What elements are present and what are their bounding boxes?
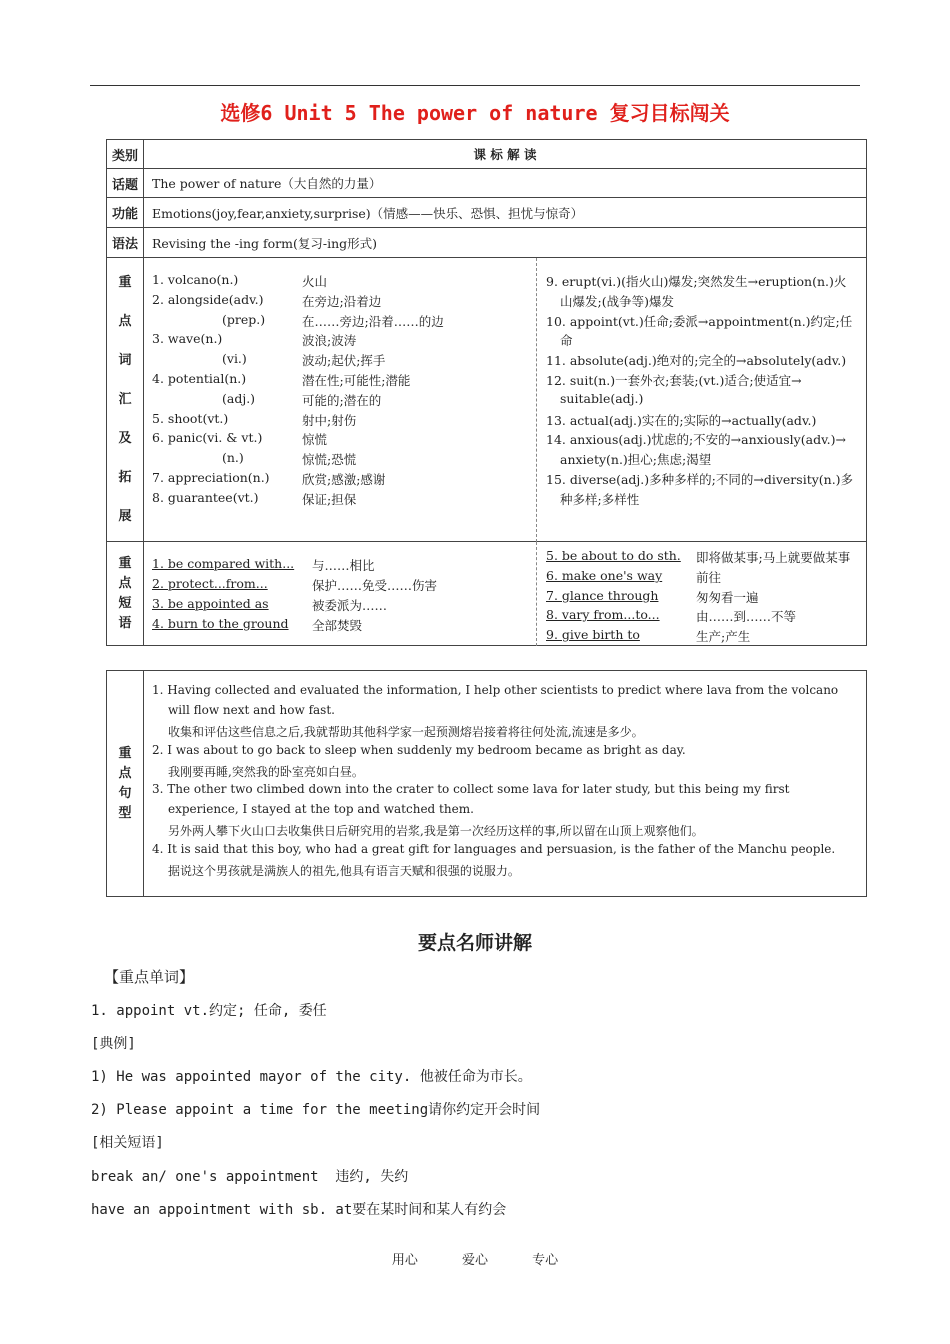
category-char: 词 [118,353,132,368]
vocab-meaning: 在旁边;沿着边 [302,293,382,309]
vocab-line: suitable(adj.) [560,390,644,406]
vocab-term: 1. volcano(n.) [152,272,239,287]
phrases-cell [144,542,867,646]
sentence-line: experience, I stayed at the top and watched them. [168,802,474,817]
vocab-item [152,411,492,431]
phrase-term: 1. be compared with... [152,556,295,571]
vocab-term: (adj.) [222,390,256,406]
vocab-item [152,292,492,312]
sentence-line: 4. It is said that this boy, who had a great gift for languages and persuasion, is the father of the Manchu people. [152,842,836,857]
sentence-line: 收集和评估这些信息之后,我就帮助其他科学家一起预测熔岩接着将往何处流,流速是多少。 [168,724,644,739]
vocab-item [152,450,492,470]
function-category: 功能 [107,198,144,228]
category-char: 重 [118,745,132,761]
category-char: 短 [118,595,132,611]
vocab-meaning: 保证;担保 [302,491,357,507]
phrase-term: 9. give birth to [546,627,640,643]
category-char: 汇 [118,392,132,407]
grammar-category: 语法 [107,228,144,258]
category-char: 重 [118,275,132,290]
header-content: 课 标 解 读 [144,140,867,169]
vocab-term: (prep.) [222,311,266,327]
example-2: 2) Please appoint a time for the meeting请你约定开会时间 [91,1102,541,1118]
phrases-left-list [152,556,512,636]
footer-item: 用心 [391,1253,418,1268]
phrases-right-list [546,548,898,647]
sentence-line: 3. The other two climbed down into the crater to collect some lava for later study, but this being my first [152,782,790,797]
example-label: [典例] [91,1036,136,1052]
topic-category: 话题 [107,169,144,198]
vocab-category [107,258,144,542]
vocab-item [152,470,492,490]
category-char: 展 [118,509,132,524]
footer [0,1249,950,1268]
example-1: 1) He was appointed mayor of the city. 他被任命为市长。 [91,1069,532,1085]
sentence-line: 1. Having collected and evaluated the information, I help other scientists to predict where lava from the volcano [152,683,839,697]
phrase-term: 2. protect...from... [152,576,268,591]
topic-text: The power of nature（大自然的力量） [144,169,867,198]
phrase-item [546,588,898,608]
vocab-term: 7. appreciation(n.) [152,469,270,485]
sentences-category [107,671,144,897]
phrase-meaning: 前往 [696,569,722,585]
page-title: 选修6 Unit 5 The power of nature 复习目标闯关 [220,101,730,125]
vocab-line: 命 [560,333,573,349]
sentence-line: 另外两人攀下火山口去收集供日后研究用的岩浆,我是第一次经历这样的事,所以留在山顶上观察他们。 [168,824,704,839]
vocab-meaning: 射中;射伤 [302,412,357,428]
phrases-label: [相关短语] [91,1135,164,1151]
phrase-item [546,548,898,568]
vocab-term: 4. potential(n.) [152,370,247,386]
vocab-line: 10. appoint(vt.)任命;委派→appointment(n.)约定;任 [546,313,853,329]
sentences-cell [144,671,867,897]
word-entry: 1. appoint vt.约定; 任命, 委任 [91,1003,327,1019]
phrase-item [546,607,898,627]
phrases-divider [536,542,537,646]
vocab-line: 11. absolute(adj.)绝对的;完全的→absolutely(adv.) [546,353,847,369]
vocab-line: 种多样;多样性 [560,491,640,507]
category-char: 点 [118,314,132,329]
category-char: 拓 [118,470,132,485]
phrase-meaning: 匆匆看一遍 [696,589,759,605]
phrase-meaning: 生产;产生 [696,629,751,645]
vocab-cell [144,258,867,542]
phrase-item [546,568,898,588]
vocab-item [152,351,492,371]
category-char: 句 [118,785,132,801]
phrase-term: 6. make one's way [546,567,663,583]
sentence-line: 2. I was about to go back to sleep when suddenly my bedroom became as bright as day. [152,742,686,757]
header-category: 类别 [107,140,144,169]
vocab-item [152,391,492,411]
vocab-item [152,272,492,292]
vocab-divider [536,258,537,542]
vocab-meaning: 波动;起伏;挥手 [302,353,386,369]
function-text: Emotions(joy,fear,anxiety,surprise)（情感——快乐、恐惧、担忧与惊奇） [144,198,867,228]
vocab-meaning: 潜在性;可能性;潜能 [302,372,411,388]
vocab-meaning: 在……旁边;沿着……的边 [302,313,444,329]
phrase-term: 3. be appointed as [152,596,269,611]
sentence-table [106,670,867,897]
vocab-meaning: 火山 [302,274,328,289]
vocab-item [152,490,492,510]
phrase-2: have an appointment with sb. at要在某时间和某人有约会 [91,1202,507,1218]
vocab-term: 8. guarantee(vt.) [152,489,259,505]
vocab-meaning: 欣赏;感激;感谢 [302,471,386,487]
footer-item: 专心 [532,1253,559,1268]
vocab-item [152,312,492,332]
phrases-category [107,542,144,646]
grammar-text: Revising the -ing form(复习-ing形式) [144,228,867,258]
phrase-item [546,627,898,647]
key-words-section: 【重点单词】 [104,968,195,986]
phrase-meaning: 保护……免受……伤害 [312,578,438,593]
vocab-item [152,430,492,450]
explain-heading: 要点名师讲解 [417,932,532,954]
vocab-right-list [546,272,898,510]
vocab-line: anxiety(n.)担心;焦虑;渴望 [560,452,712,468]
phrase-meaning: 由……到……不等 [696,609,797,625]
phrases-category-label [107,554,143,634]
phrase-meaning: 全部焚毁 [312,618,363,633]
category-char: 重 [118,555,132,571]
vocab-left-list [152,272,492,510]
vocab-term: 3. wave(n.) [152,331,223,347]
top-rule [90,85,860,86]
vocab-line: 13. actual(adj.)实在的;实际的→actually(adv.) [546,412,817,428]
vocab-line: 15. diverse(adj.)多种多样的;不同的→diversity(n.)多 [546,471,854,487]
category-char: 及 [118,431,132,446]
review-table [106,139,867,646]
category-char: 点 [118,575,132,591]
phrase-item [152,556,512,576]
phrase-1: break an/ one's appointment 违约, 失约 [91,1169,409,1185]
phrase-term: 4. burn to the ground [152,616,289,631]
vocab-item [152,331,492,351]
phrase-item [152,576,512,596]
vocab-term: 5. shoot(vt.) [152,410,229,426]
category-char: 型 [118,805,132,821]
vocab-term: 2. alongside(adv.) [152,291,264,307]
category-char: 语 [118,615,132,631]
phrase-meaning: 被委派为…… [312,598,388,613]
vocab-meaning: 惊慌;恐慌 [302,452,357,468]
vocab-line: 14. anxious(adj.)忧虑的;不安的→anxiously(adv.)→ [546,432,846,448]
vocab-category-label [107,263,143,536]
phrase-meaning: 即将做某事;马上就要做某事 [696,550,851,565]
footer-item: 爱心 [461,1253,488,1268]
sentence-line: will flow next and how fast. [168,702,335,717]
phrase-item [152,596,512,616]
vocab-line: 9. erupt(vi.)(指火山)爆发;突然发生→eruption(n.)火 [546,274,847,289]
sentence-line: 据说这个男孩就是满族人的祖先,他具有语言天赋和很强的说服力。 [168,864,520,879]
phrase-meaning: 与……相比 [312,558,375,573]
phrase-term: 7. glance through [546,587,659,603]
vocab-term: 6. panic(vi. & vt.) [152,430,263,446]
vocab-meaning: 波浪;波涛 [302,333,357,349]
phrase-term: 8. vary from...to... [546,607,660,623]
category-char: 点 [118,765,132,781]
vocab-line: 山爆发;(战争等)爆发 [560,293,674,309]
vocab-term: (n.) [222,450,244,466]
vocab-meaning: 惊慌 [302,432,328,448]
vocab-item [152,371,492,391]
vocab-term: (vi.) [222,351,247,367]
phrase-item [152,616,512,636]
vocab-line: 12. suit(n.)一套外衣;套装;(vt.)适合;使适宜→ [546,372,802,388]
phrase-term: 5. be about to do sth. [546,548,681,563]
sentence-line: 我刚要再睡,突然我的卧室亮如白昼。 [168,764,364,779]
sentences-list [152,683,864,882]
sentences-category-label [107,744,143,824]
vocab-meaning: 可能的;潜在的 [302,392,382,408]
